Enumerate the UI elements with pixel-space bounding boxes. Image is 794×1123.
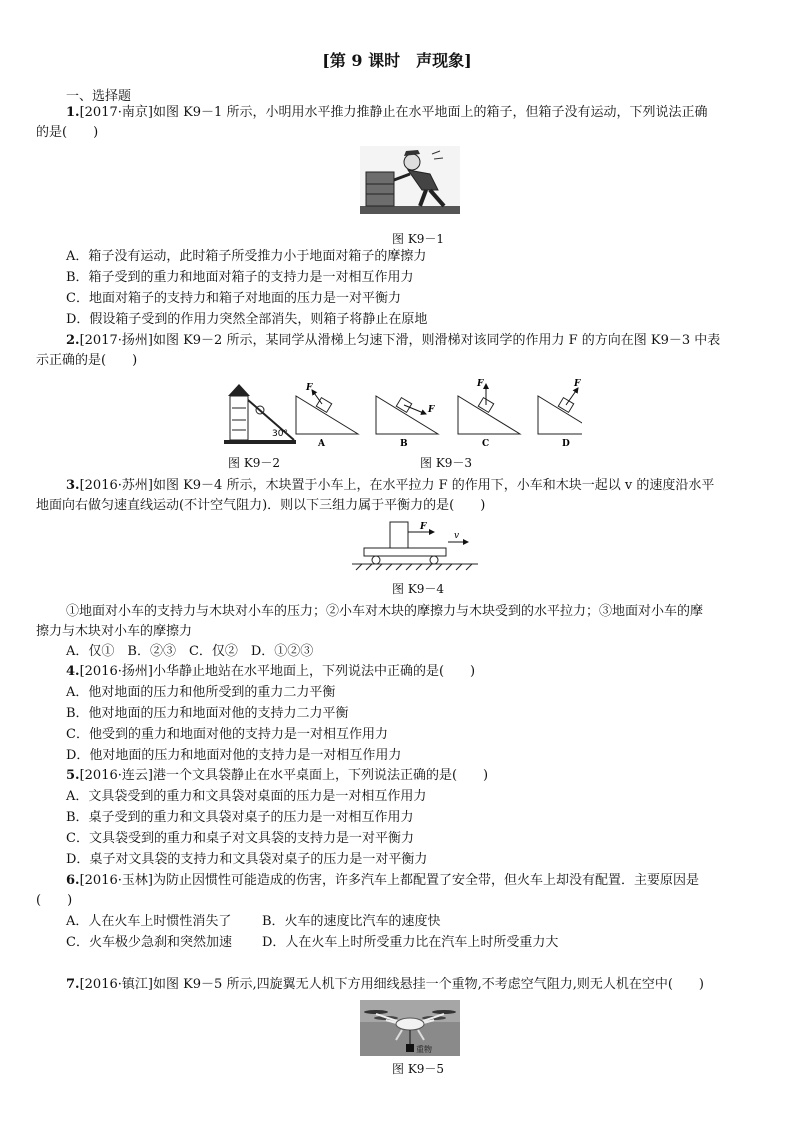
q2-stem-line1	[66, 332, 720, 350]
q5-option-c: C．文具袋受到的重力和桌子对文具袋的支持力是一对平衡力	[66, 831, 414, 846]
q6-number: 6.	[66, 873, 80, 888]
q4-number: 4.	[66, 664, 80, 679]
q6-option-c: C．火车极少急刹和突然加速	[66, 935, 232, 950]
q5-stem	[66, 767, 488, 785]
option-b-letter: B	[400, 439, 408, 448]
q3-description-line1: ①地面对小车的支持力与木块对小车的压力；②小车对木块的摩擦力与木块受到的水平拉力；③地面对小车的摩	[66, 604, 704, 619]
slide-figure	[224, 384, 296, 444]
q7-number: 7.	[66, 977, 80, 992]
q4-option-b: B．他对地面的压力和地面对他的支持力二力平衡	[66, 706, 349, 721]
figure-k9-5-drone-with-weight	[360, 1000, 460, 1056]
q4-option-a: A．他对地面的压力和他所受到的重力二力平衡	[66, 685, 336, 700]
q5-number: 5.	[66, 768, 80, 783]
q6-option-b: B．火车的速度比汽车的速度快	[262, 914, 441, 929]
option-c-force-label: F	[477, 379, 484, 389]
section-heading: 一、选择题	[66, 89, 132, 104]
q5-option-b: B．桌子受到的重力和文具袋对桌子的压力是一对相互作用力	[66, 810, 414, 825]
q3-options: A．仅① B．②③ C．仅② D．①②③	[66, 644, 314, 659]
q2-stem-text: [2017·扬州]如图 K9－2 所示，某同学从滑梯上匀速下滑，则滑梯对该同学的作用力 F 的方向在图 K9－3 中表	[79, 333, 721, 348]
slide-angle-label: 30°	[272, 429, 288, 439]
q7-stem-text: [2016·镇江]如图 K9－5 所示,四旋翼无人机下方用细线悬挂一个重物,不考虑空气阻力,则无人机在空中( )	[79, 977, 704, 992]
q3-description-line2: 擦力与木块对小车的摩擦力	[36, 624, 193, 639]
q3-number: 3.	[66, 478, 80, 493]
option-d-force-label: F	[574, 379, 581, 389]
figures-k9-2-and-k9-3	[222, 378, 582, 448]
option-b-force-label: F	[428, 405, 435, 415]
fig-k9-5-weight-label: 重物	[416, 1045, 432, 1054]
q7-stem	[66, 976, 704, 994]
fig-k9-4-velocity-label: v	[454, 531, 460, 541]
figure-k9-2-caption: 图 K9－2	[228, 456, 281, 470]
fig-k9-4-force-label: F	[420, 522, 427, 532]
option-b-diagram	[376, 396, 438, 448]
option-d-diagram	[538, 379, 582, 448]
option-a-force-label: F	[306, 383, 313, 393]
figure-k9-1-boy-pushing-box	[360, 146, 460, 214]
option-a-letter: A	[318, 439, 325, 448]
figure-k9-4-caption: 图 K9－4	[392, 582, 445, 596]
q4-stem-text: [2016·扬州]小华静止地站在水平地面上，下列说法中正确的是( )	[79, 664, 476, 679]
q6-stem-line2: ( )	[36, 893, 73, 908]
option-a-diagram	[296, 383, 358, 448]
q2-stem-line2: 示正确的是( )	[36, 353, 138, 368]
q6-option-d: D．人在火车上时所受重力比在汽车上时所受重力大	[262, 935, 559, 950]
q1-option-c: C．地面对箱子的支持力和箱子对地面的压力是一对平衡力	[66, 291, 401, 306]
option-c-diagram	[458, 379, 520, 448]
q6-stem-text: [2016·玉林]为防止因惯性可能造成的伤害，许多汽车上都配置了安全带，但火车上却没有配置．主要原因是	[79, 873, 699, 888]
q1-option-b: B．箱子受到的重力和地面对箱子的支持力是一对相互作用力	[66, 270, 414, 285]
option-c-letter: C	[482, 439, 490, 448]
q2-number: 2.	[66, 333, 80, 348]
figure-k9-4-cart-and-block	[350, 518, 480, 576]
figure-k9-3-caption: 图 K9－3	[420, 456, 473, 470]
q1-stem-line1	[66, 104, 707, 122]
q6-stem-line1	[66, 872, 699, 890]
q6-option-a: A．人在火车上时惯性消失了	[66, 914, 232, 929]
q4-stem	[66, 663, 475, 681]
q3-stem-line1	[66, 477, 714, 495]
page-title: [第 9 课时 声现象]	[322, 51, 472, 70]
figure-k9-5-caption: 图 K9－5	[392, 1062, 445, 1076]
q1-option-a: A．箱子没有运动，此时箱子所受推力小于地面对箱子的摩擦力	[66, 249, 427, 264]
q1-number: 1.	[66, 105, 80, 120]
q3-stem-text: [2016·苏州]如图 K9－4 所示，木块置于小车上，在水平拉力 F 的作用下，小车和木块一起以 v 的速度沿水平	[79, 478, 715, 493]
q1-stem-text: [2017·南京]如图 K9－1 所示，小明用水平推力推静止在水平地面上的箱子，但箱子没有运动，下列说法正确	[79, 105, 708, 120]
figure-k9-1-caption: 图 K9－1	[392, 232, 445, 246]
q1-stem-line2: 的是( )	[36, 125, 99, 140]
q5-option-d: D．桌子对文具袋的支持力和文具袋对桌子的压力是一对平衡力	[66, 852, 428, 867]
q4-option-c: C．他受到的重力和地面对他的支持力是一对相互作用力	[66, 727, 388, 742]
q5-stem-text: [2016·连云]港一个文具袋静止在水平桌面上，下列说法正确的是( )	[79, 768, 489, 783]
q1-option-d: D．假设箱子受到的作用力突然全部消失，则箱子将静止在原地	[66, 312, 428, 327]
q3-stem-line2: 地面向右做匀速直线运动(不计空气阻力)．则以下三组力属于平衡力的是( )	[36, 498, 486, 513]
option-d-letter: D	[562, 439, 570, 448]
q5-option-a: A．文具袋受到的重力和文具袋对桌面的压力是一对相互作用力	[66, 789, 427, 804]
q4-option-d: D．他对地面的压力和地面对他的支持力是一对相互作用力	[66, 748, 402, 763]
